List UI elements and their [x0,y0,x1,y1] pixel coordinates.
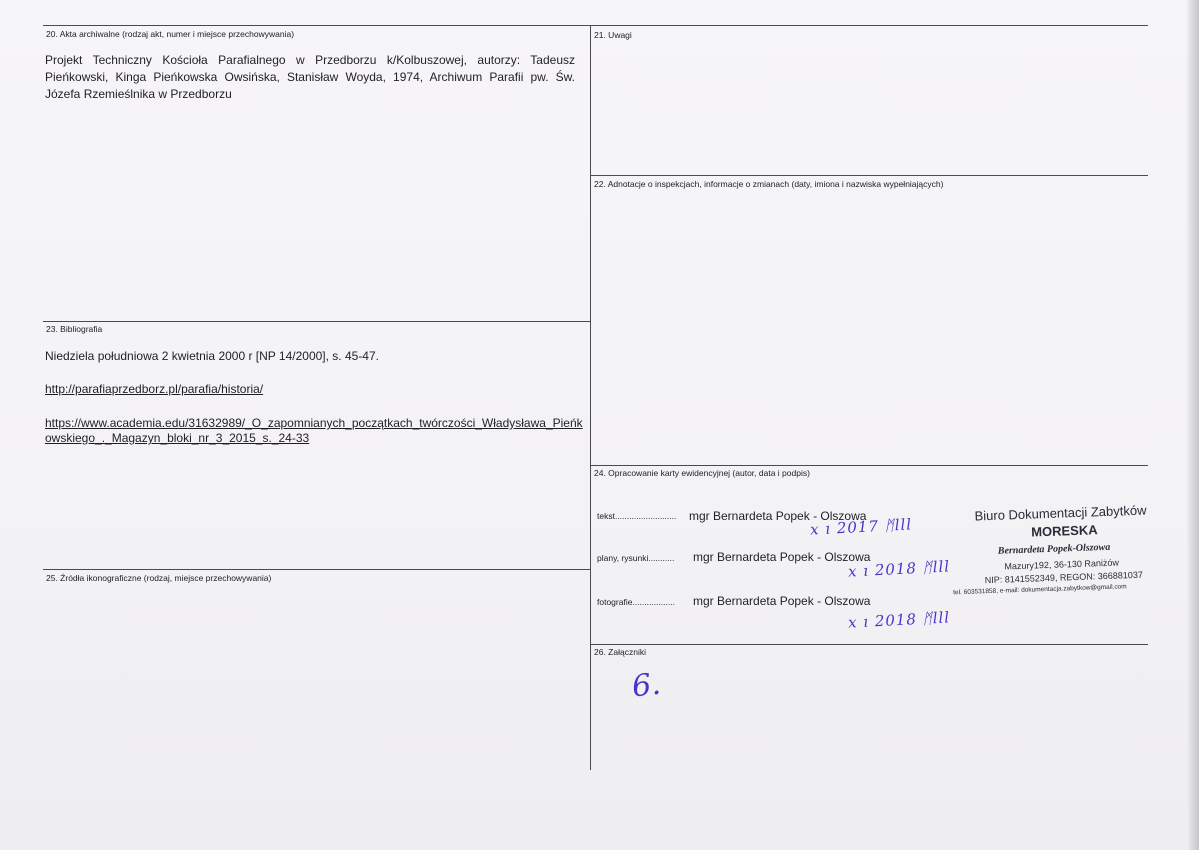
rule-25 [43,569,590,570]
section-22-label: 22. Adnotacje o inspekcjach, informacje o zmianach (daty, imiona i nazwiska wypełniających) [594,179,944,189]
stamp-line-2: MORESKA [1030,522,1098,540]
top-rule [43,25,1148,26]
row-plans-author: mgr Bernardeta Popek - Olszowa [693,550,871,564]
paper-edge-shadow [1186,0,1199,850]
stamp-line-5: NIP: 8141552349, REGON: 366881037 [984,569,1144,586]
rule-23 [43,321,590,322]
row-photos-signature: x ı 2018 ᛗlll [847,608,951,632]
bibliography-link-2[interactable]: https://www.academia.edu/31632989/_O_zapomnianych_początkach_twórczości_Władysława_Pieńkowskiego_._Magazyn_bloki_nr_3_2015_s._24-33 [45,416,583,445]
section-23-label: 23. Bibliografia [46,324,103,334]
column-divider [590,25,591,770]
row-plans-label: plany, rysunki........... [597,553,675,563]
company-stamp [953,502,1177,609]
section-21-label: 21. Uwagi [594,30,632,40]
stamp-line-1: Biuro Dokumentacji Zabytków [974,502,1147,524]
attachments-count-handwritten: 6. [630,666,663,705]
stamp-line-4: Mazury192, 36-130 Raniżów [1004,557,1120,572]
section-26-label: 26. Załączniki [594,647,646,657]
bibliography-link-1[interactable]: http://parafiaprzedborz.pl/parafia/historia/ [45,382,264,396]
row-plans-signature: x ı 2018 ᛗlll [847,557,951,581]
row-photos-label: fotografie.................. [597,597,675,607]
row-text-label: tekst.......................... [597,511,677,521]
section-20-label: 20. Akta archiwalne (rodzaj akt, numer i miejsce przechowywania) [46,29,295,39]
rule-24 [590,465,1148,466]
section-24-label: 24. Opracowanie karty ewidencyjnej (autor, data i podpis) [594,468,810,478]
row-text-signature: x ı 2017 ᛗlll [809,515,913,539]
rule-26 [590,644,1148,645]
rule-22 [590,175,1148,176]
row-text-author: mgr Bernardeta Popek - Olszowa [689,509,867,523]
section-20-text: Projekt Techniczny Kościoła Parafialnego w Przedborzu k/Kolbuszowej, autorzy: Tadeusz Pieńkowski, Kinga Pieńkowska Owsińska, Stanisław Woyda, 1974, Archiwum Parafii pw. Św. Józefa Rzemieślnika w Przedborzu [45,53,575,101]
stamp-line-3: Bernardeta Popek-Olszowa [997,541,1111,557]
section-25-label: 25. Źródła ikonograficzne (rodzaj, miejsce przechowywania) [46,573,272,583]
row-photos-author: mgr Bernardeta Popek - Olszowa [693,594,871,608]
stamp-line-6: tel. 603531858, e-mail: dokumentacja.zabytkow@gmail.com [953,583,1127,597]
bibliography-entry-1: Niedziela południowa 2 kwietnia 2000 r [NP 14/2000], s. 45-47. [45,349,379,363]
